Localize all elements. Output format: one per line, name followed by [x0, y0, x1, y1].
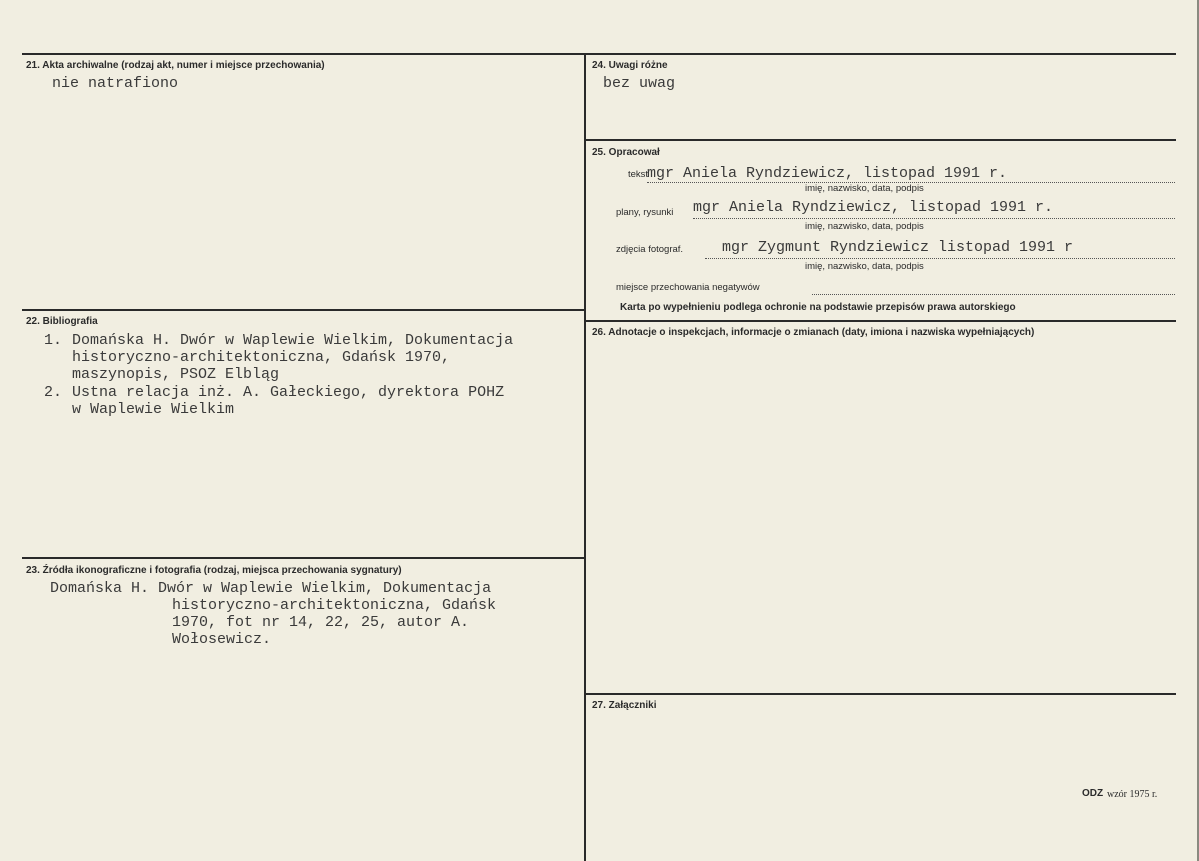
- zdjecia-caption: imię, nazwisko, data, podpis: [805, 261, 924, 272]
- footer-wzor: wzór 1975 r.: [1107, 789, 1158, 800]
- divider-26-27: [586, 693, 1176, 695]
- section-27-label: 27. Załączniki: [592, 700, 657, 711]
- zdjecia-value: mgr Zygmunt Ryndziewicz listopad 1991 r: [722, 239, 1074, 256]
- negatywy-label: miejsce przechowania negatywów: [616, 282, 760, 293]
- section-23-line-4: Wołosewicz.: [172, 631, 272, 648]
- zdjecia-line: [705, 258, 1175, 259]
- section-26-label: 26. Adnotacje o inspekcjach, informacje o zmianach (daty, imiona i nazwiska wypełniających): [592, 327, 1035, 338]
- bib-item-1-num: 1.: [44, 332, 63, 349]
- plany-caption: imię, nazwisko, data, podpis: [805, 221, 924, 232]
- copyright-note: Karta po wypełnieniu podlega ochronie na podstawie przepisów prawa autorskiego: [620, 302, 1016, 313]
- section-23-line-1: Domańska H. Dwór w Waplewie Wielkim, Dokumentacja: [50, 580, 492, 597]
- divider-25-26: [586, 320, 1176, 322]
- section-23-label: 23. Źródła ikonograficzne i fotografia (rodzaj, miejsca przechowania sygnatury): [26, 565, 402, 576]
- bib-item-1-line-3: maszynopis, PSOZ Elbląg: [72, 366, 280, 383]
- zdjecia-label: zdjęcia fotograf.: [616, 244, 684, 255]
- section-23-line-3: 1970, fot nr 14, 22, 25, autor A.: [172, 614, 470, 631]
- section-24-value: bez uwag: [603, 75, 676, 92]
- section-23-line-2: historyczno-architektoniczna, Gdańsk: [172, 597, 497, 614]
- tekst-value: mgr Aniela Ryndziewicz, listopad 1991 r.: [647, 165, 1008, 182]
- divider-24-25: [586, 139, 1176, 141]
- divider-21-22: [22, 309, 584, 311]
- bib-item-1-line-2: historyczno-architektoniczna, Gdańsk 1970,: [72, 349, 451, 366]
- section-25-label: 25. Opracował: [592, 147, 660, 158]
- tekst-caption: imię, nazwisko, data, podpis: [805, 183, 924, 194]
- section-22-label: 22. Bibliografia: [26, 316, 98, 327]
- negatywy-line: [812, 294, 1175, 295]
- top-border-left: [22, 53, 584, 55]
- tekst-label: tekst: [628, 169, 649, 180]
- bib-item-2-line-1: Ustna relacja inż. A. Gałeckiego, dyrektora POHZ: [72, 384, 505, 401]
- bib-item-2-num: 2.: [44, 384, 63, 401]
- bib-item-2-line-2: w Waplewie Wielkim: [72, 401, 235, 418]
- footer-odz: ODZ: [1082, 788, 1104, 799]
- bib-item-1-line-1: Domańska H. Dwór w Waplewie Wielkim, Dokumentacja: [72, 332, 514, 349]
- plany-label: plany, rysunki: [616, 207, 674, 218]
- center-divider: [584, 53, 586, 861]
- section-24-label: 24. Uwagi różne: [592, 60, 668, 71]
- plany-value: mgr Aniela Ryndziewicz, listopad 1991 r.: [693, 199, 1054, 216]
- divider-22-23: [22, 557, 584, 559]
- section-21-label: 21. Akta archiwalne (rodzaj akt, numer i miejsce przechowania): [26, 60, 325, 71]
- section-21-value: nie natrafiono: [52, 75, 179, 92]
- plany-line: [693, 218, 1175, 219]
- top-border-right: [586, 53, 1176, 55]
